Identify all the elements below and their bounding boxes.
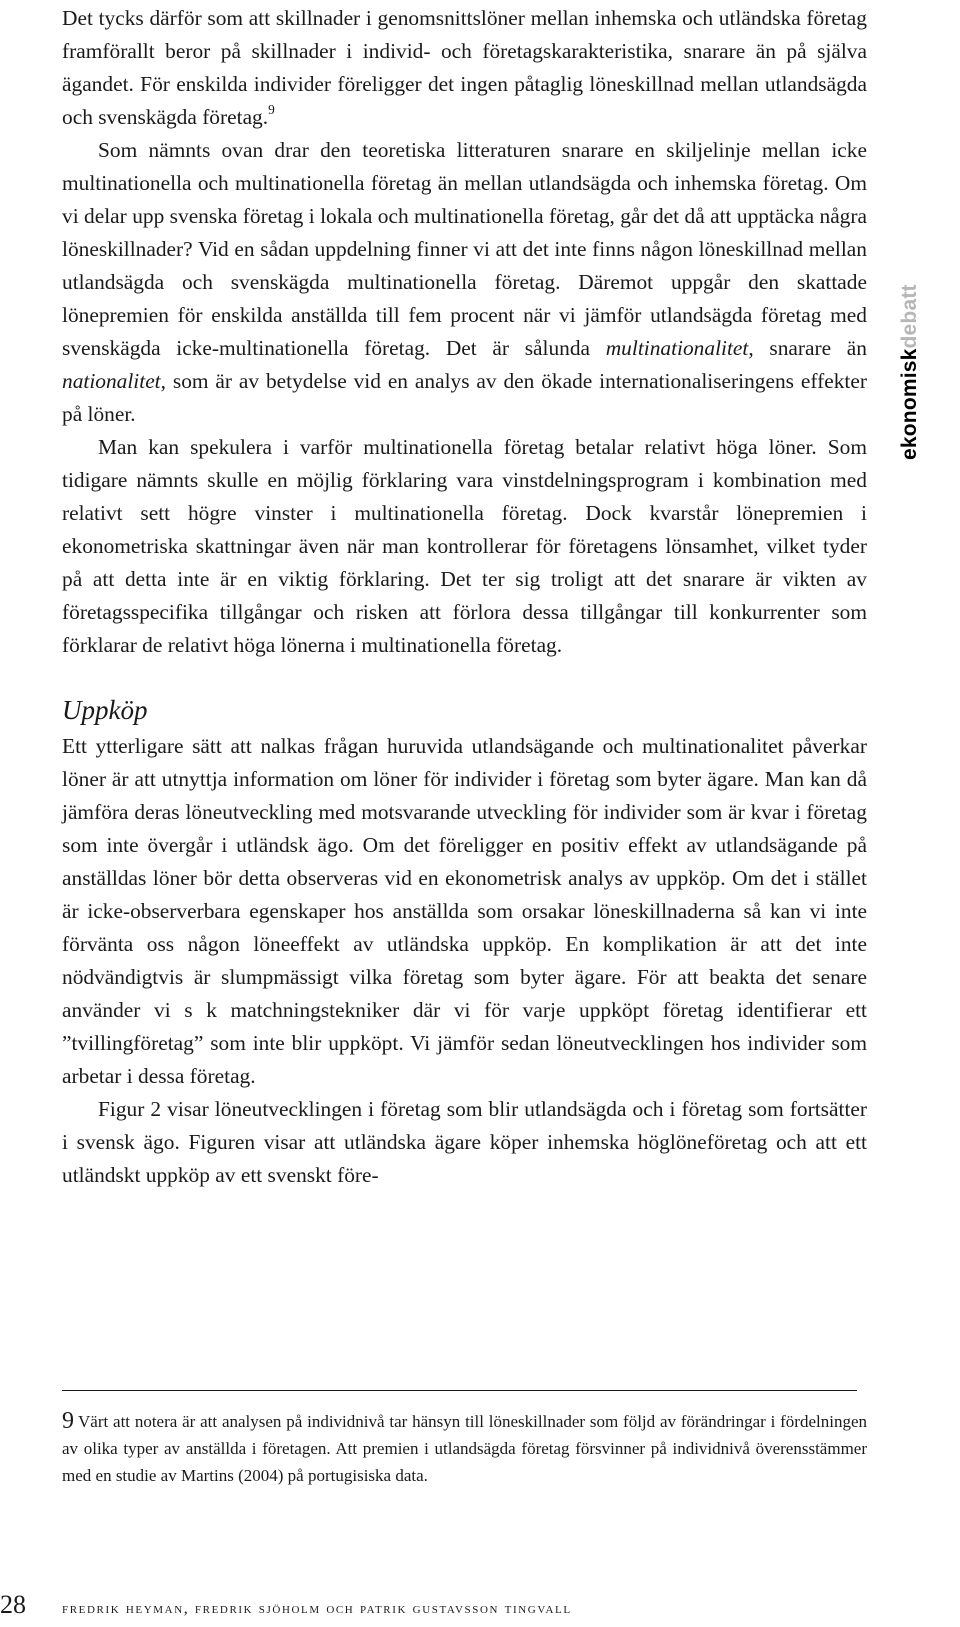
paragraph-5: Figur 2 visar löneutvecklingen i företag som blir utlandsägda och i företag som fortsätter i svensk ägo. Figuren visar att utländska ägare köper inhemska höglöneföretag och att ett utländskt uppköp av ett svenskt före-	[62, 1097, 867, 1187]
running-footer-authors: fredrik heyman, fredrik sjöholm och patrik gustavsson tingvall	[62, 1600, 572, 1617]
paragraph-4: Ett ytterligare sätt att nalkas frågan huruvida utlandsägande och multinationalitet påverkar löner är att utnyttja information om löner för individer i företag som byter ägare. Man kan då jämföra deras löneutveckling med motsvarande utveckling för individer som är kvar i företag som inte övergår i utländsk ägo. Om det föreligger en positiv effekt av utlandsägande på anställdas löner bör detta observeras vid en ekonometrisk analys av uppköp. Om det i stället är icke-observerbara egenskaper hos anställda som orsakar löneskillnaderna så kan vi inte förvänta oss någon löneeffekt av utländska uppköp. En komplikation är att det inte nödvändigtvis är slumpmässigt vilka företag som byter ägare. För att beakta det senare använder vi s k matchningstekniker där vi för varje uppköpt företag identifierar ett ”tvillingföretag” som inte blir uppköpt. Vi jämför sedan löneutvecklingen hos individer som arbetar i dessa företag.	[62, 734, 867, 1088]
paragraph-2-text-c: , som är av betydelse vid en analys av den ökade internationaliseringens effekter på löner.	[62, 369, 867, 426]
footnote	[62, 1408, 867, 1489]
page-number: 28	[0, 1590, 26, 1619]
side-label-part-1: ekonomisk	[898, 348, 921, 460]
main-text-column	[62, 2, 867, 1192]
paragraph-2-text-b: , snarare än	[748, 336, 867, 360]
emphasis-multinationalitet: multinationalitet	[605, 336, 749, 360]
footnote-number: 9	[62, 1408, 74, 1434]
paragraph-1	[62, 2, 867, 134]
paragraph-1-text: Det tycks därför som att skillnader i genomsnittslöner mellan inhemska och utländska företag framförallt beror på skillnader i individ- och företagskarakteristika, snarare än på själva ägandet. För enskilda individer föreligger det ingen påtaglig löneskillnad mellan utlandsägda och svenskägda företag.	[62, 6, 867, 129]
emphasis-nationalitet: nationalitet	[62, 369, 161, 393]
paragraph-3: Man kan spekulera i varför multinationella företag betalar relativt höga löner. Som tidigare nämnts skulle en möjlig förklaring vara vinstdelningsprogram i kombination med relativt sett högre vinster i multinationella företag. Dock kvarstår lönepremien i ekonometriska skattningar även när man kontrollerar för företagens lönsamhet, vilket tyder på att detta inte är en viktig förklaring. Det ter sig troligt att det snarare är vikten av företagsspecifika tillgångar och risken att förlora dessa tillgångar till konkurrenter som förklarar de relativt höga lönerna i multinationella företag.	[62, 435, 867, 657]
paragraph-2	[62, 134, 867, 431]
footnote-reference[interactable]: 9	[268, 102, 275, 118]
side-label-part-2: debatt	[898, 284, 921, 349]
footnote-text: Värt att notera är att analysen på individnivå tar hänsyn till löneskillnader som följd av förändringar i fördelningen av olika typer av anställda i företagen. Att premien i utlandsägda företag försvinner på individnivå överensstämmer med en studie av Martins (2004) på portugisiska data.	[62, 1412, 867, 1485]
journal-side-label	[898, 280, 928, 460]
paragraph-2-text-a: Som nämnts ovan drar den teoretiska litteraturen snarare en skiljelinje mellan icke multinationella och multinationella företag än mellan utlandsägda och inhemska företag. Om vi delar upp svenska företag i lokala och multinationella företag, går det då att upptäcka några löneskillnader? Vid en sådan uppdelning finner vi att det inte finns någon löneskillnad mellan utlandsägda och svenskägda multinationella företag. Däremot uppgår den skattade lönepremien för enskilda anställda till fem procent när vi jämför utlandsägda företag med svenskägda icke-multinationella företag. Det är sålunda	[62, 138, 867, 360]
footnote-divider	[62, 1390, 857, 1391]
section-heading: Uppköp	[62, 695, 148, 725]
